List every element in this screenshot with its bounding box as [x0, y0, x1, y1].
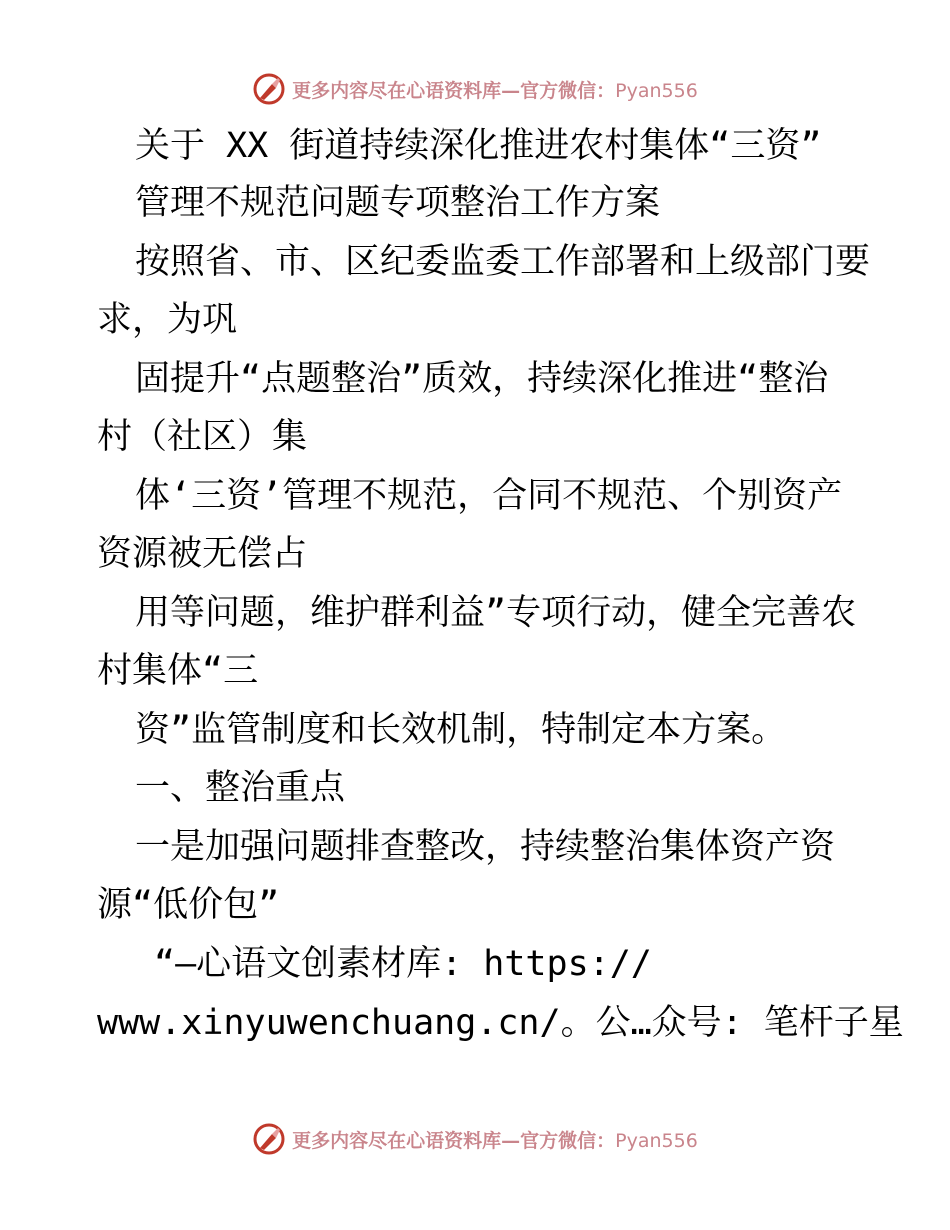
doc-paragraph-line: 源“低价包” — [97, 885, 280, 925]
doc-paragraph-line: 一是加强问题排查整改，持续整治集体资产资 — [135, 827, 836, 867]
watermark-banner-top — [0, 72, 950, 106]
doc-paragraph-line: 体‘三资’管理不规范，合同不规范、个别资产 — [135, 476, 843, 516]
doc-paragraph-line: 村（社区）集 — [97, 417, 308, 457]
doc-title-line-2: 管理不规范问题专项整治工作方案 — [135, 183, 661, 223]
pen-logo-icon — [252, 72, 286, 106]
watermark-banner-bottom — [0, 1122, 950, 1156]
doc-source-line: “—心语文创素材库: https:// — [154, 944, 652, 984]
watermark-text — [292, 76, 698, 103]
doc-paragraph-line: 资源被无偿占 — [97, 534, 308, 574]
doc-paragraph-line: 固提升“点题整治”质效，持续深化推进“整治 — [135, 359, 829, 399]
doc-paragraph-line: 求，为巩 — [97, 300, 238, 340]
watermark-label: 更多内容尽在心语资料库—官方微信： — [292, 79, 616, 102]
watermark-wechat-id: Pyan556 — [615, 79, 698, 102]
doc-paragraph-line: 用等问题，维护群利益”专项行动，健全完善农 — [135, 593, 857, 633]
doc-section-heading: 一、整治重点 — [135, 768, 346, 808]
doc-source-url-line: www.xinyuwenchuang.cn/。公…众号: 笔杆子星 — [97, 1003, 904, 1043]
doc-title-line-1: 关于 XX 街道持续深化推进农村集体“三资” — [135, 126, 822, 166]
doc-paragraph-line: 按照省、市、区纪委监委工作部署和上级部门要 — [135, 242, 871, 282]
watermark-wechat-id: Pyan556 — [615, 1129, 698, 1152]
watermark-text — [292, 1126, 698, 1153]
pen-logo-icon — [252, 1122, 286, 1156]
doc-paragraph-line: 资”监管制度和长效机制，特制定本方案。 — [135, 710, 787, 750]
watermark-label: 更多内容尽在心语资料库—官方微信： — [292, 1129, 616, 1152]
doc-paragraph-line: 村集体“三 — [97, 651, 259, 691]
